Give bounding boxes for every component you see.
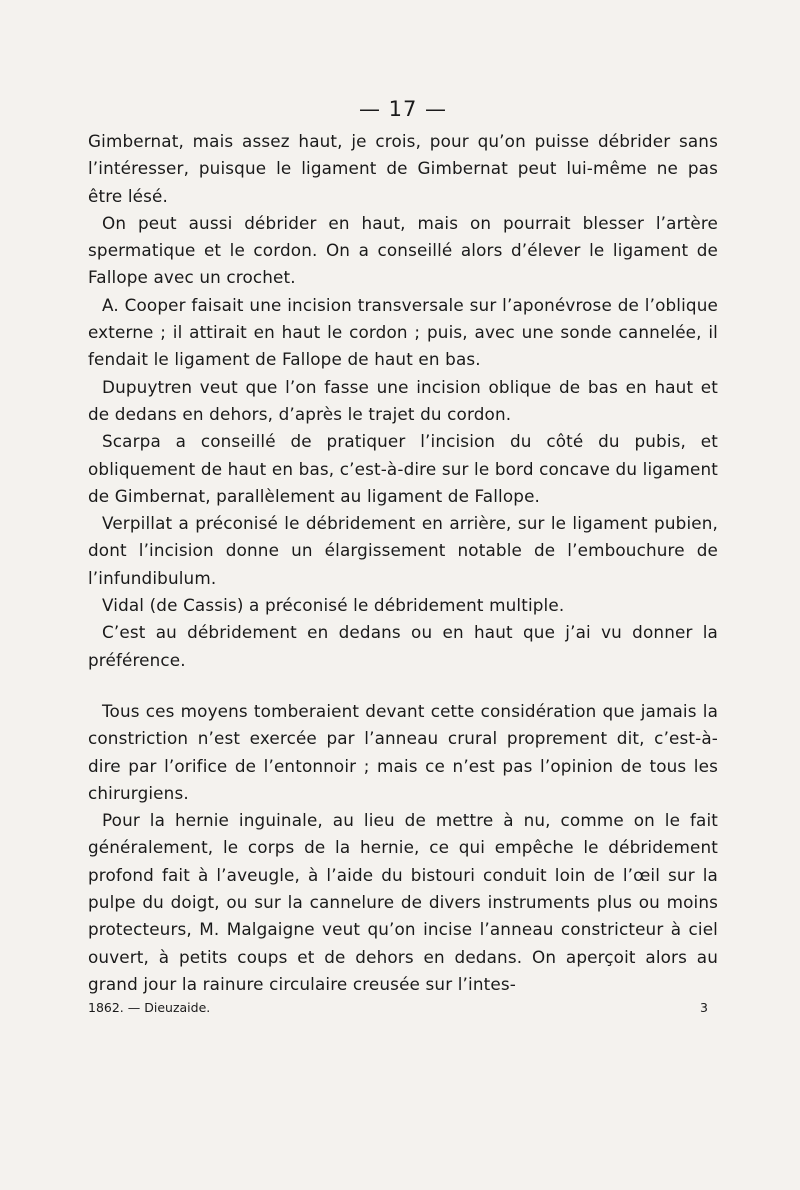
section-one bbox=[88, 128, 718, 674]
paragraph: Verpillat a préconisé le débridement en arrière, sur le ligament pubien, dont l’incision donne un élargissement notable de l’embouchure de l’infundibulum. bbox=[88, 513, 718, 588]
paragraph: C’est au débridement en dedans ou en haut que j’ai vu donner la préférence. bbox=[88, 622, 718, 670]
paragraph: On peut aussi débrider en haut, mais on pourrait blesser l’artère spermatique et le cordon. On a conseillé alors d’élever le ligament de Fallope avec un crochet. bbox=[88, 212, 718, 288]
page-number: — 17 — bbox=[358, 97, 448, 121]
document-page bbox=[88, 94, 718, 1016]
paragraph: Vidal (de Cassis) a préconisé le débridement multiple. bbox=[102, 595, 565, 616]
footer-sheet-number: 3 bbox=[700, 1000, 708, 1016]
paragraph: Dupuytren veut que l’on fasse une incision oblique de bas en haut et de dedans en dehors, d’après le trajet du cordon. bbox=[88, 376, 718, 424]
footer-signature: 1862. — Dieuzaide. bbox=[88, 1000, 211, 1016]
page-footer bbox=[88, 1000, 718, 1016]
section-two bbox=[88, 698, 718, 998]
paragraph: Gimbernat, mais assez haut, je crois, pour qu’on puisse débrider sans l’intéresser, puisque le ligament de Gimbernat peut lui-même ne pas être lésé. bbox=[88, 131, 718, 206]
paragraph: Tous ces moyens tomberaient devant cette considération que jamais la constriction n’est exercée par l’anneau crural proprement dit, c’est-à-dire par l’orifice de l’entonnoir ; mais ce n’est pas l’opinion de tous les chirurgiens. bbox=[88, 700, 718, 803]
paragraph: A. Cooper faisait une incision transversale sur l’aponévrose de l’oblique externe ; il attirait en haut le cordon ; puis, avec une sonde cannelée, il fendait le ligament de Fallope de haut en bas. bbox=[88, 294, 718, 370]
paragraph: Scarpa a conseillé de pratiquer l’incision du côté du pubis, et obliquement de haut en bas, c’est-à-dire sur le bord concave du ligament de Gimbernat, parallèlement au ligament de Fallope. bbox=[88, 431, 718, 506]
section-gap bbox=[88, 674, 718, 698]
paragraph: Pour la hernie inguinale, au lieu de mettre à nu, comme on le fait généralement, le corps de la hernie, ce qui empêche le débridement profond fait à l’aveugle, à l’aide du bistouri conduit loin de l’œil sur la pulpe du doigt, ou sur la cannelure de divers instruments plus ou moins protecteurs, M. Malgaigne veut qu’on incise l’anneau constricteur à ciel ouvert, à petits coups et de dehors en dedans. On aperçoit alors au grand jour la rainure circulaire creusée sur l’intes- bbox=[88, 810, 718, 994]
